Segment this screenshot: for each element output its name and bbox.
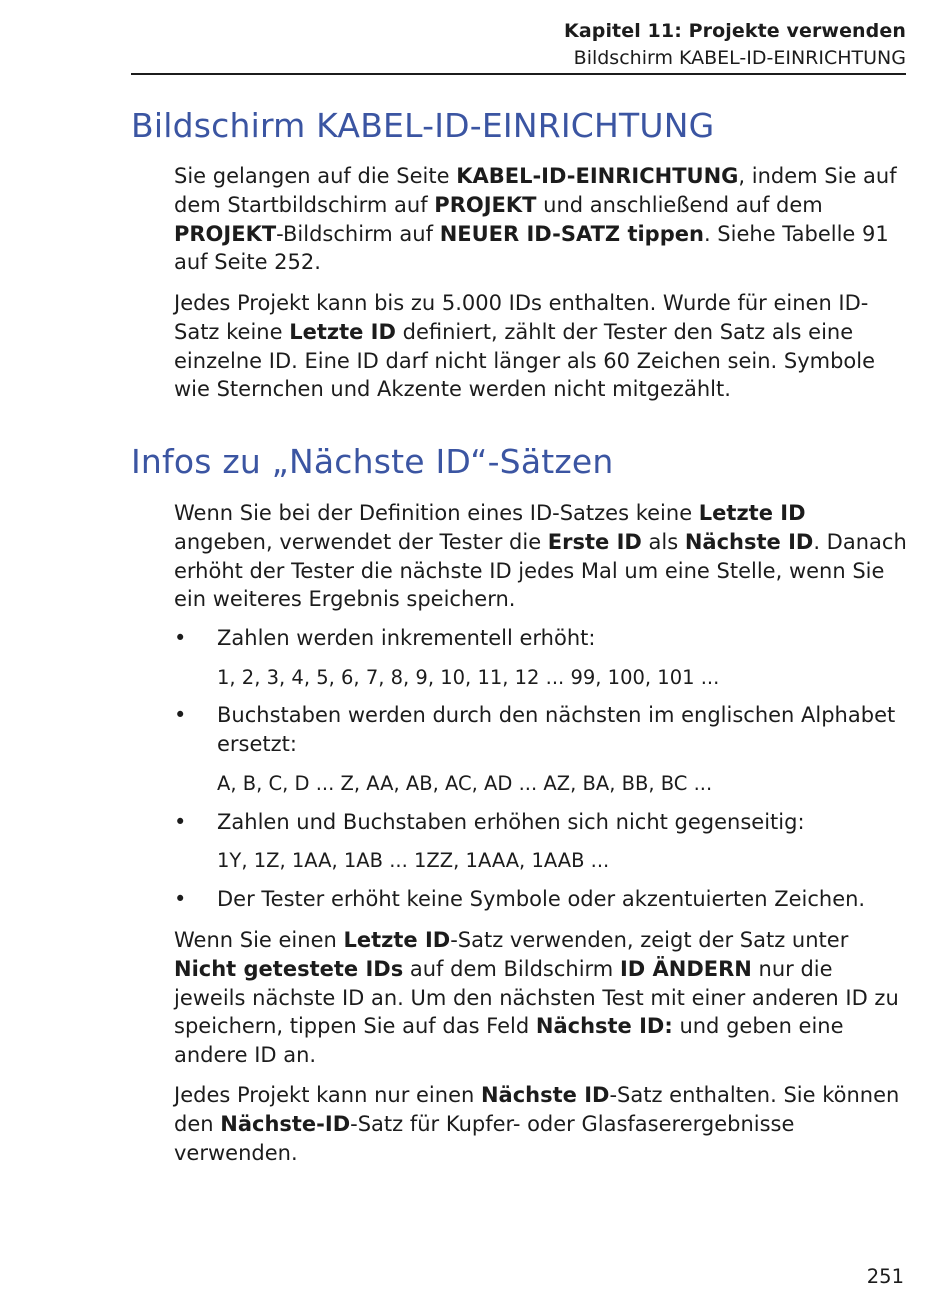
paragraph-next-id-intro: Wenn Sie bei der Definition eines ID-Satzes keine Letzte ID angeben, verwendet der Tester die Erste ID als Nächste ID. Danach erhöht der Tester die nächste ID jedes Mal um eine Stelle, wenn Sie ein weiteres Ergebnis speichern. [174,501,907,612]
page-number: 251 [866,1265,904,1288]
section-title-kabel-id-einrichtung: Bildschirm KABEL-ID-EINRICHTUNG [131,106,715,145]
bullet-icon: • [174,626,187,650]
list-item-letters [174,701,909,759]
list-item-numbers [174,624,909,653]
list-item-mixed [174,808,909,837]
example-sequence-numbers: 1, 2, 3, 4, 5, 6, 7, 8, 9, 10, 11, 12 ... 99, 100, 101 ... [217,666,720,689]
paragraph-one-next-id-set: Jedes Projekt kann nur einen Nächste ID-Satz enthalten. Sie können den Nächste-ID-Satz für Kupfer- oder Glasfaserergebnisse verwenden. [174,1083,900,1165]
paragraph-last-id-set: Wenn Sie einen Letzte ID-Satz verwenden, zeigt der Satz unter Nicht getestete IDs auf dem Bildschirm ID ÄNDERN nur die jeweils nächste ID an. Um den nächsten Test mit einer anderen ID zu speichern, tippen Sie auf das Feld Nächste ID: und geben eine andere ID an. [174,928,899,1068]
running-header-section: Bildschirm KABEL-ID-EINRICHTUNG [573,47,906,69]
list-item-text: Der Tester erhöht keine Symbole oder akzentuierten Zeichen. [217,887,866,911]
list-item-text: Zahlen werden inkrementell erhöht: [217,626,596,650]
section-title-naechste-id-saetze: Infos zu „Nächste ID“-Sätzen [131,442,614,481]
example-sequence-letters: A, B, C, D ... Z, AA, AB, AC, AD ... AZ, BA, BB, BC ... [217,772,713,795]
bullet-icon: • [174,887,187,911]
running-header-chapter: Kapitel 11: Projekte verwenden [564,20,906,42]
example-sequence-mixed: 1Y, 1Z, 1AA, 1AB ... 1ZZ, 1AAA, 1AAB ... [217,849,610,872]
paragraph-navigation: Sie gelangen auf die Seite KABEL-ID-EINRICHTUNG, indem Sie auf dem Startbildschirm auf PROJEKT und anschließend auf dem PROJEKT-Bildschirm auf NEUER ID-SATZ tippen. Siehe Tabelle 91 auf Seite 252. [174,164,897,275]
bullet-icon: • [174,703,187,727]
header-rule [131,73,906,75]
list-item-text: Zahlen und Buchstaben erhöhen sich nicht gegenseitig: [217,810,805,834]
running-header [564,18,906,72]
list-item-symbols [174,885,909,914]
list-item-text: Buchstaben werden durch den nächsten im englischen Alphabet ersetzt: [217,703,896,756]
bullet-icon: • [174,810,187,834]
paragraph-id-limits: Jedes Projekt kann bis zu 5.000 IDs enthalten. Wurde für einen ID-Satz keine Letzte ID definiert, zählt der Tester den Satz als eine einzelne ID. Eine ID darf nicht länger als 60 Zeichen sein. Symbole wie Sternchen und Akzente werden nicht mitgezählt. [174,291,876,402]
